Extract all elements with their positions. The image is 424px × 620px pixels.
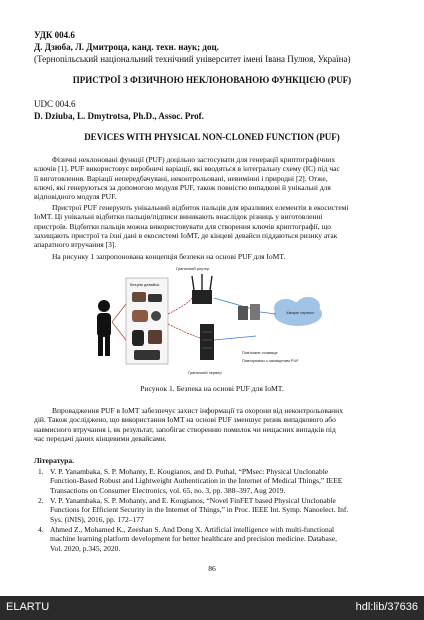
reference-item <box>34 525 394 553</box>
storage-label: Пов'язане сховище <box>242 350 278 355</box>
router-label: Граничний роутер <box>176 266 210 271</box>
reference-line: V. P. Yanambaka, S. P. Mohanty, and E. Kougianos, “Novel FinFET based Physical Unclonable <box>50 496 336 506</box>
reference-number: 1. <box>38 467 44 476</box>
footer-handle-link[interactable]: hdl:lib/37636 <box>355 601 418 613</box>
para4-line: час передачі даних кінцевими девайсами. <box>34 434 167 444</box>
para4-line: дій. Також досліджено, що використання IoMT на основі PUF зменшує ризик випадкового або <box>34 415 336 425</box>
figure-caption: Рисунок 1. Безпека на основі PUF для IoMT. <box>140 384 284 393</box>
reference-line: V. P. Yanambaka, S. P. Mohanty, E. Kougianos, and D. Puthal, “PMsec: Physical Unclonable <box>50 467 329 476</box>
page-number: 86 <box>208 564 216 573</box>
reference-line: Function-Based Robust and Lightweight Authentication in the Internet of Medical Things,” IEEE <box>50 476 343 486</box>
udc-ua: УДК 004.6 <box>34 30 75 40</box>
authors-en: D. Dziuba, L. Dmytrotsa, Ph.D., Assoc. Prof. <box>34 111 204 121</box>
service-label: Хмарні сервіси <box>286 310 314 315</box>
phone-icon <box>134 350 160 360</box>
para1-line: Фізичні неклоновані функції (PUF) доцільно застосувати для генерації криптографічних <box>52 155 336 164</box>
para4-line: Впровадження PUF в IoMT забезпечує захист інформації та охорони від неконтрольованих <box>52 406 343 415</box>
storage-icon <box>238 304 260 320</box>
gateway-label: Граничний сервер <box>188 370 222 375</box>
para4-line: навмисного втручання і, як результат, запобігає створенню помилок чи нещасних випадків під <box>34 424 336 434</box>
person-icon <box>97 300 111 356</box>
para1-line: ключів [1]. PUF використовує виробничі варіації, які вводяться в інтегральну схему (ІС) під час <box>34 164 340 174</box>
router-icon <box>192 274 212 304</box>
repeater-label: Повторювач з захищеним PUF <box>242 358 299 363</box>
reference-number: 4. <box>38 525 44 535</box>
paragraph-1 <box>34 155 394 202</box>
reference-item <box>34 496 394 524</box>
para2-line: IoMT. Ці унікальні відбитки пальців/підписи виникають внаслідок різниць у виготовленні <box>34 212 323 222</box>
para2-line: пристроїв. Відбитки пальців можна використовувати для створення ключів криптографії, що <box>34 221 331 231</box>
paragraph-4 <box>34 406 394 443</box>
reference-line: machine learning platform development for better healthcare and precision medicine. Database, <box>50 534 337 544</box>
puf-iomt-figure <box>88 264 340 382</box>
para1-line: ключі, які генеруються за допомогою модуля PUF, також повністю випадкові й унікальні для <box>34 183 331 193</box>
medical-sensor-icon <box>132 310 161 322</box>
server-icon <box>200 324 214 360</box>
authors-ua: Д. Дзюба, Л. Дмитроца, канд. техн. наук; доц. <box>34 42 219 52</box>
para2-line: захищають пристрої та їхні дані в екосистемі IoMT, де кінцеві девайси піддаються ризику атак <box>34 231 338 241</box>
reference-line: Functions for Efficient Security in the Internet of Things,” in Proc. IEEE Int. Symp. Nanoelect. Inf. <box>50 505 349 515</box>
reference-line: Vol. 2020, p.345, 2020. <box>50 543 121 553</box>
paragraph-3: На рисунку 1 запропонована концепція безпеки на основі PUF для IoMT. <box>52 252 286 261</box>
reference-line: Ahmed Z., Mohamed K., Zeeshan S. And Dong X. Artificial intelligence with multi-functional <box>50 525 335 535</box>
para1-line: відповідного модуля PUF. <box>34 192 117 202</box>
para2-line: Пристрої PUF генерують унікальний відбиток пальців для вразливих елементів в екосистемі <box>52 203 349 212</box>
udc-en: UDC 004.6 <box>34 99 76 109</box>
reference-number: 2. <box>38 496 44 506</box>
references-list <box>34 467 394 553</box>
para1-line: її виготовлення. Варіації непередбачувані, неконтрольовані, невимінні і природні [2]. Отже, <box>34 173 328 183</box>
footer-left-label: ELARTU <box>6 601 50 613</box>
reference-line: Sys. (iNIS), 2016, pp. 172–177 <box>50 514 144 524</box>
title-en: DEVICES WITH PHYSICAL NON-CLONED FUNCTION (PUF) <box>84 132 340 142</box>
paragraph-2 <box>34 203 394 250</box>
end-devices-label: Кінцеві девайси <box>130 282 160 287</box>
repository-footer <box>0 596 424 620</box>
reference-line: Transactions on Consumer Electronics, vol. 65, no. 3, pp. 388–397, Aug 2019. <box>50 485 286 495</box>
references-title: Література. <box>34 456 75 465</box>
reference-item <box>34 467 394 495</box>
title-ua: ПРИСТРОЇ З ФІЗИЧНОЮ НЕКЛОНОВАНОЮ ФУНКЦІЄЮ (PUF) <box>72 75 352 85</box>
para2-line: апаратного втручання [3]. <box>34 240 117 250</box>
affiliation-ua: (Тернопільський національний технічний університет імені Івана Пулюя, Україна) <box>34 54 351 64</box>
